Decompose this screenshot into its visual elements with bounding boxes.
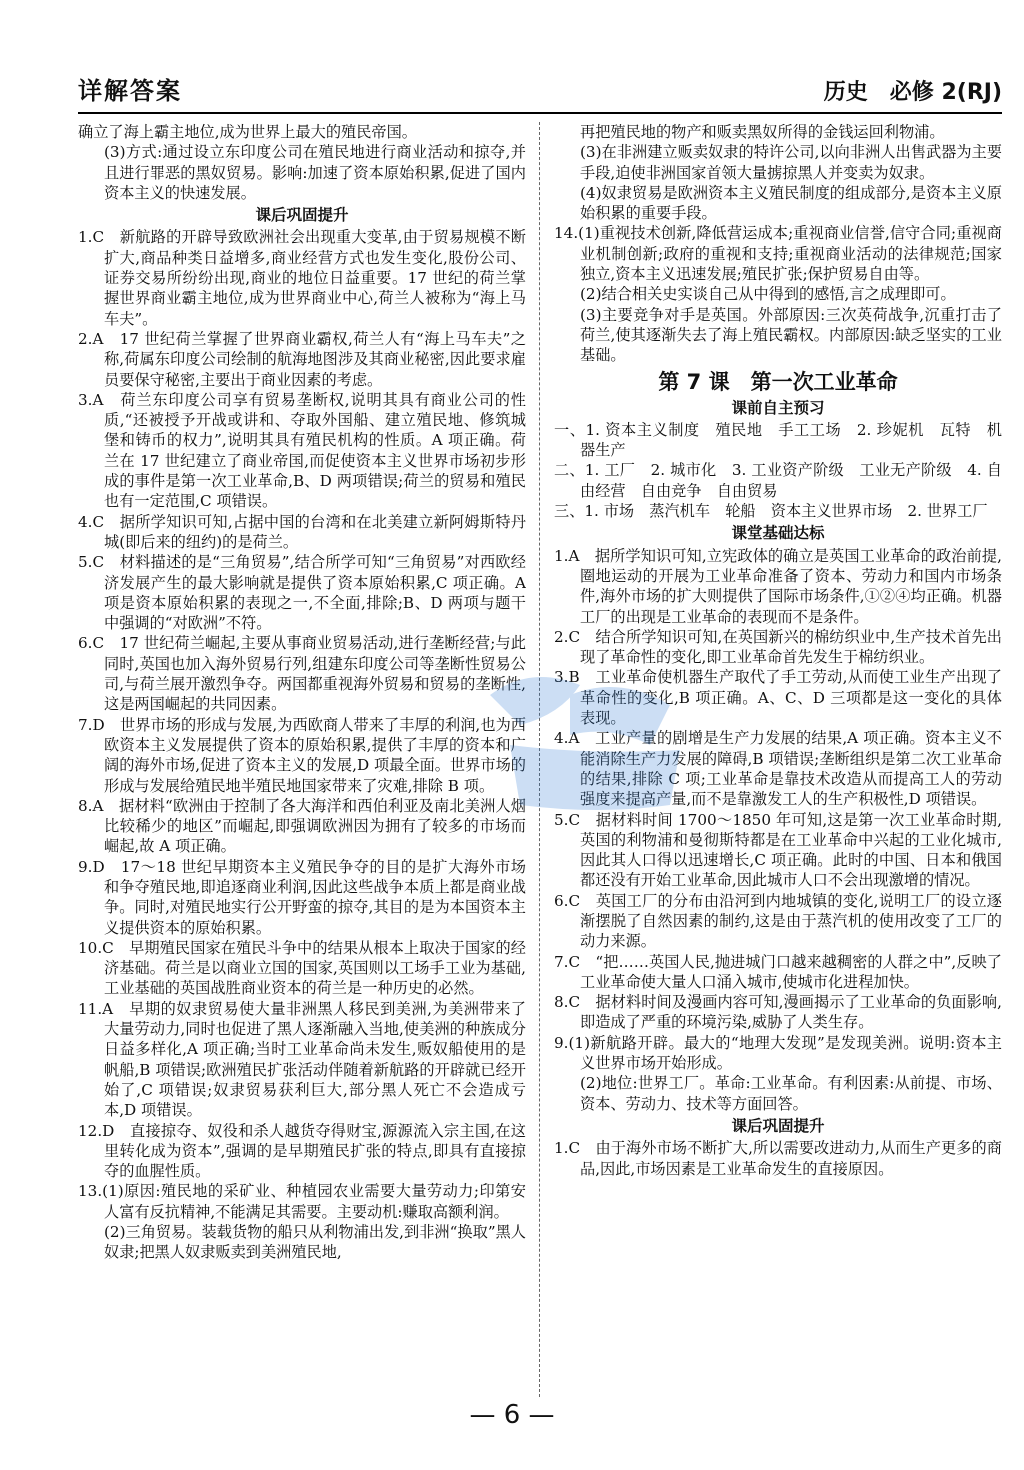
answer-paragraph: (2)三角贸易。装载货物的船只从利物浦出发,到非洲“换取”黑人奴隶;把黑人奴隶贩卖到美洲殖民地,	[104, 1223, 526, 1262]
answer-paragraph: 13.(1)原因:殖民地的采矿业、种植园农业需要大量劳动力;印第安人富有反抗精神,不能满足其需要。主要动机:赚取高额利润。	[78, 1182, 526, 1221]
answer-paragraph: (3)主要竞争对手是英国。外部原因:三次英荷战争,沉重打击了荷兰,使其逐渐失去了海上殖民霸权。内部原因:缺乏坚实的工业基础。	[580, 305, 1002, 365]
left-column	[78, 122, 526, 1397]
answer-paragraph: 5.C 材料描述的是“三角贸易”,结合所学可知“三角贸易”对西欧经济发展产生的最大影响就是提供了资本原始积累,C 项正确。A 项是资本原始积累的表现之一,不全面,排除;B、D 两项与题干中强调的“对欧洲”不符。	[78, 553, 526, 633]
answer-paragraph: 11.A 早期的奴隶贸易使大量非洲黑人移民到美洲,为美洲带来了大量劳动力,同时也促进了黑人逐渐融入当地,使美洲的种族成分日益多样化,A 项正确;当时工业革命尚未发生,贩奴船使用的是帆船,B 项错误;欧洲殖民扩张活动伴随着新航路的开辟就已经开始了,C 项错误;奴隶贸易获利巨大,部分黑人死亡不会造成亏本,D 项错误。	[78, 999, 526, 1120]
answer-paragraph: (2)地位:世界工厂。革命:工业革命。有利因素:从前提、市场、资本、劳动力、技术等方面回答。	[580, 1074, 1002, 1113]
answer-paragraph: (2)结合相关史实谈自己从中得到的感悟,言之成理即可。	[580, 285, 956, 304]
lesson-title: 第 7 课 第一次工业革命	[658, 369, 898, 394]
answer-paragraph: 14.(1)重视技术创新,降低营运成本;重视商业信誉,信守合同;重视商业机制创新;政府的重视和支持;重视商业活动的法律规范;国家独立,资本主义迅速发展;殖民扩张;保护贸易自由等。	[554, 224, 1002, 284]
answer-paragraph: 10.C 早期殖民国家在殖民斗争中的结果从根本上取决于国家的经济基础。荷兰是以商业立国的国家,英国则以工场手工业为基础,工业基础的英国战胜商业资本的荷兰是一种历史的必然。	[78, 938, 526, 998]
section-heading: 课堂基础达标	[731, 524, 825, 543]
answer-paragraph: 12.D 直接掠夺、奴役和杀人越货夺得财宝,源源流入宗主国,在这里转化成为资本”,强调的是早期殖民扩张的特点,即具有直接掠夺的血腥性质。	[78, 1121, 526, 1181]
answer-paragraph: 1.C 新航路的开辟导致欧洲社会出现重大变革,由于贸易规模不断扩大,商品种类日益增多,商业经营方式也发生变化,股份公司、证券交易所纷纷出现,商业的地位日益重要。17 世纪的荷兰掌握世界商业霸主地位,成为世界商业中心,荷兰人被称为“海上马车夫”。	[78, 228, 526, 328]
answer-paragraph: 7.D 世界市场的形成与发展,为西欧商人带来了丰厚的利润,也为西欧资本主义发展提供了资本的原始积累,提供了丰厚的资本和广阔的海外市场,促进了资本主义的发展,D 项最全面。世界市场的形成与发展给殖民地半殖民地国家带来了灾难,排除 B 项。	[78, 715, 526, 795]
header-title: 详解答案	[78, 77, 182, 105]
answer-paragraph: 1.C 由于海外市场不断扩大,所以需要改进动力,从而生产更多的商品,因此,市场因素是工业革命发生的直接原因。	[554, 1139, 1002, 1178]
answer-paragraph: 6.C 英国工厂的分布由沿河到内地城镇的变化,说明工厂的设立逐渐摆脱了自然因素的制约,这是由于蒸汽机的使用改变了工厂的动力来源。	[554, 891, 1002, 951]
answer-paragraph: (4)奴隶贸易是欧洲资本主义殖民制度的组成部分,是资本主义原始积累的重要手段。	[580, 183, 1002, 223]
answer-paragraph: 7.C “把……英国人民,抛进城门口越来越稠密的人群之中”,反映了工业革命使大量人口涌入城市,使城市化进程加快。	[554, 952, 1002, 991]
right-column	[554, 122, 1002, 1397]
answer-paragraph: 8.A 据材料“欧洲由于控制了各大海洋和西伯利亚及南北美洲人烟比较稀少的地区”而崛起,即强调欧洲因为拥有了较多的市场而崛起,故 A 项正确。	[78, 796, 526, 856]
page-header	[78, 72, 1002, 114]
section-heading: 课后巩固提升	[731, 1116, 825, 1135]
answer-paragraph: 再把殖民地的物产和贩卖黑奴所得的金钱运回利物浦。	[580, 123, 945, 141]
answer-paragraph: 9.D 17～18 世纪早期资本主义殖民争夺的目的是扩大海外市场和争夺殖民地,即追逐商业利润,因此这些战争本质上都是商业战争。同时,对殖民地实行公开野蛮的掠夺,其目的是为本国资本主义提供资本的原始积累。	[78, 857, 526, 937]
answer-paragraph: 9.(1)新航路开辟。最大的“地理大发现”是发现美洲。说明:资本主义世界市场开始形成。	[554, 1033, 1002, 1073]
answer-paragraph: (3)方式:通过设立东印度公司在殖民地进行商业活动和掠夺,并且进行罪恶的黑奴贸易。影响:加速了资本原始积累,促进了国内资本主义的快速发展。	[104, 143, 526, 202]
content-columns	[78, 122, 1002, 1397]
answer-paragraph: 三、1. 市场 蒸汽机车 轮船 资本主义世界市场 2. 世界工厂	[554, 502, 988, 521]
section-heading: 课前自主预习	[731, 398, 825, 417]
page-number: — 6 —	[469, 1400, 555, 1430]
header-subject: 历史 必修 2(RJ)	[823, 80, 1002, 105]
answer-paragraph: 4.C 据所学知识可知,占据中国的台湾和在北美建立新阿姆斯特丹城(即后来的纽约)的是荷兰。	[78, 512, 526, 551]
answer-paragraph: 2.C 结合所学知识可知,在英国新兴的棉纺织业中,生产技术首先出现了革命性的变化,即工业革命首先发生于棉纺织业。	[554, 627, 1002, 667]
answer-paragraph: 5.C 据材料时间 1700～1850 年可知,这是第一次工业革命时期,英国的利物浦和曼彻斯特都是在工业革命中兴起的工业化城市,因此其人口得以迅速增长,C 项正确。此时的中国、日本和俄国都还没有开始工业革命,因此城市人口不会出现激增的情况。	[554, 810, 1002, 890]
answer-paragraph: 8.C 据材料时间及漫画内容可知,漫画揭示了工业革命的负面影响,即造成了严重的环境污染,威胁了人类生存。	[554, 993, 1002, 1032]
answer-paragraph: 二、1. 工厂 2. 城市化 3. 工业资产阶级 工业无产阶级 4. 自由经营 自由竞争 自由贸易	[554, 461, 1002, 500]
answer-paragraph: 1.A 据所学知识可知,立宪政体的确立是英国工业革命的政治前提,圈地运动的开展为工业革命准备了资本、劳动力和国内市场条件,海外市场的扩大则提供了国际市场条件,①②④均正确。机器工厂的出现是工业革命的表现而不是条件。	[554, 546, 1002, 626]
answer-paragraph: 4.A 工业产量的剧增是生产力发展的结果,A 项正确。资本主义不能消除生产力发展的障碍,B 项错误;垄断组织是第二次工业革命的结果,排除 C 项;工业革命是靠技术改造从而提高工人的劳动强度来提高产量,而不是靠激发工人的生产积极性,D 项错误。	[554, 729, 1002, 809]
answer-paragraph: 2.A 17 世纪荷兰掌握了世界商业霸权,荷兰人有“海上马车夫”之称,荷属东印度公司绘制的航海地图涉及其商业秘密,因此要求雇员要保守秘密,主要出于商业因素的考虑。	[78, 329, 526, 389]
answer-paragraph: (3)在非洲建立贩卖奴隶的特许公司,以向非洲人出售武器为主要手段,迫使非洲国家首领大量掳掠黑人并变卖为奴隶。	[580, 143, 1002, 182]
answer-paragraph: 一、1. 资本主义制度 殖民地 手工工场 2. 珍妮机 瓦特 机器生产	[554, 420, 1002, 460]
answer-paragraph: 确立了海上霸主地位,成为世界上最大的殖民帝国。	[78, 123, 417, 141]
answer-paragraph: 3.A 荷兰东印度公司享有贸易垄断权,说明其具有商业公司的性质,“还被授予开战或讲和、夺取外国船、建立殖民地、修筑城堡和铸币的权力”,说明其具有殖民机构的性质。A 项正确。荷兰在 17 世纪建立了商业帝国,而促使资本主义世界市场初步形成的事件是第一次工业革命,B、D 两项错误;荷兰的贸易和殖民也有一定范围,C 项错误。	[78, 390, 526, 511]
section-heading: 课后巩固提升	[255, 206, 349, 225]
answer-paragraph: 3.B 工业革命使机器生产取代了手工劳动,从而使工业生产出现了革命性的变化,B 项正确。A、C、D 三项都是这一变化的具体表现。	[554, 668, 1002, 728]
column-divider	[539, 122, 540, 1397]
answer-paragraph: 6.C 17 世纪荷兰崛起,主要从事商业贸易活动,进行垄断经营;与此同时,英国也加入海外贸易行列,组建东印度公司等垄断性贸易公司,与荷兰展开激烈争夺。两国都重视海外贸易和贸易的垄断性,这是两国崛起的共同因素。	[78, 634, 526, 714]
